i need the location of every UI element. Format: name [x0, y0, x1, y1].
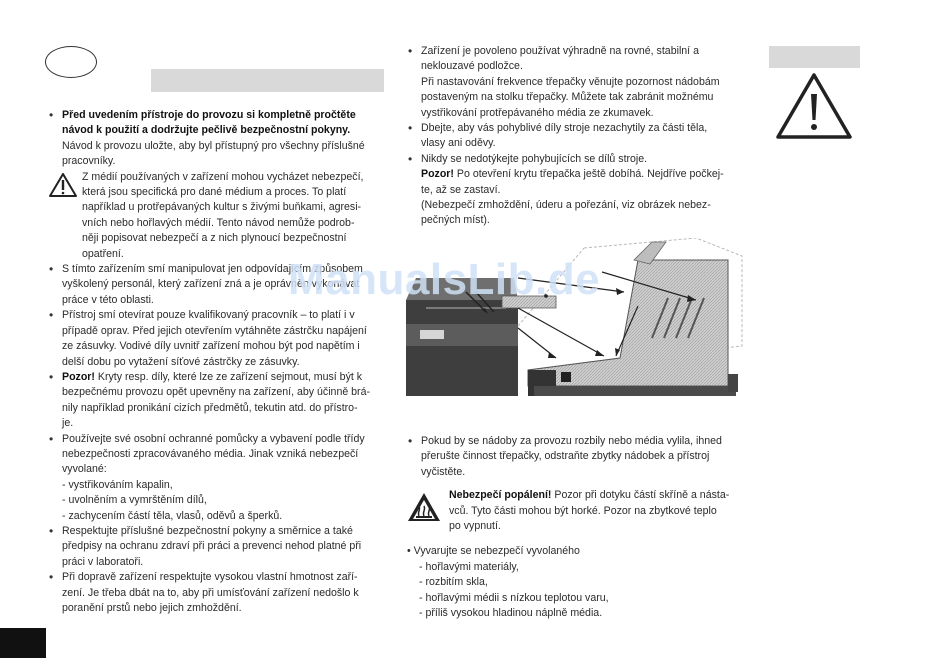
intro-line-1: Návod k provozu uložte, aby byl přístupný pro všechny příslušné	[62, 139, 365, 152]
avoid-hazards	[407, 544, 747, 621]
frequency-line-3: vystřikování protřepávaného média ze zkumavek.	[421, 106, 654, 119]
covers-line-3: nily například pronikání cizích předmětů, tekutin atd. do přístro-	[62, 401, 358, 414]
watermark-text: ManualsLib.de	[288, 255, 601, 304]
avoid-dash-3: - hořlavými médii s nízkou teplotou varu,	[419, 591, 609, 604]
ppe-line-2: nebezpečnosti zpracovávaného média. Jinak vzniká nebezpečí	[62, 447, 359, 460]
covers-line-4: je.	[62, 417, 74, 430]
avoid-dash-4: - příliš vysokou hladinou náplně média.	[419, 607, 603, 620]
personnel-line-3: práce v této oblasti.	[62, 293, 154, 306]
personnel-line-2: vyškolený personál, který zařízení zná a je oprávněn vykonávat	[62, 278, 360, 291]
shaker-hazard-illustration	[406, 238, 750, 402]
middle-pozor-line-4: pečných míst).	[421, 214, 490, 227]
intro-bullet	[48, 108, 384, 170]
intro-line-2: pracovníky.	[62, 155, 116, 168]
media-warning	[48, 170, 384, 262]
broken-vessels-bullet	[407, 434, 747, 480]
warning-line-6: opatření.	[82, 247, 124, 260]
burn-label: Nebezpečí popálení!	[449, 489, 552, 502]
regulations-line-1: • Respektujte příslušné bezpečnostní pokyny a směrnice a také	[62, 524, 353, 537]
middle-column-bottom	[407, 434, 747, 621]
burn-line-1: Pozor při dotyku částí skříně a násta-	[551, 489, 730, 502]
page-edge-tab	[0, 628, 46, 658]
moving-line-1: • Dbejte, aby vás pohyblivé díly stroje nezachytily za části těla,	[421, 122, 708, 135]
transport-line-2: zení. Je třeba dbát na to, aby při umísťování zařízení nedošlo k	[62, 586, 359, 599]
personnel-line-1: • S tímto zařízením smí manipulovat jen odpovídajícím způsobem	[62, 263, 363, 276]
middle-pozor-line-2: te, až se zastaví.	[421, 183, 501, 196]
surface-bullet	[407, 44, 747, 121]
avoid-title: • Vyvarujte se nebezpečí vyvolaného	[407, 545, 580, 558]
section-header-bar	[151, 69, 384, 92]
opening-line-4: delší dobu po vytažení síťové zástrčky ze zásuvky.	[62, 355, 300, 368]
ppe-line-3: vyvolané:	[62, 463, 107, 476]
personnel-bullet	[48, 262, 384, 308]
surface-line-1: • Zařízení je povoleno používat výhradně na rovné, stabilní a	[421, 45, 699, 57]
no-touch-line: • Nikdy se nedotýkejte pohybujících se dílů stroje.	[421, 152, 648, 165]
surface-line-2: neklouzavé podložce.	[421, 60, 523, 73]
transport-line-1: • Při dopravě zařízení respektujte vysokou vlastní hmotnost zaří-	[62, 571, 358, 584]
broken-line-2: přerušte činnost třepačky, odstraňte zbytky nádobek a přístroj	[421, 450, 710, 463]
warning-line-2: která jsou specifická pro dané médium a proces. To platí	[82, 186, 347, 199]
covers-bullet	[48, 370, 384, 432]
warning-small-icon	[48, 172, 78, 198]
avoid-dash-1: - hořlavými materiály,	[419, 560, 519, 573]
avoid-dash-2: - rozbitím skla,	[419, 576, 488, 589]
warning-line-3: například u protřepávaných kultur s živými buňkami, agresi-	[82, 201, 362, 214]
moving-parts-bullet	[407, 121, 747, 152]
opening-line-1: • Přístroj smí otevírat pouze kvalifikovaný pracovník – to platí i v	[62, 309, 355, 322]
burn-line-2: vců. Tyto části mohou být horké. Pozor na zbytkové teplo	[449, 504, 717, 517]
moving-line-2: vlasy ani oděvy.	[421, 137, 496, 150]
warning-line-4: vních nebo hořlavých médií. Tento návod nemůže podrob-	[82, 216, 355, 229]
intro-bold-line-1: • Před uvedením přístroje do provozu si kompletně pročtěte	[62, 109, 356, 121]
transport-line-3: poranění prstů nebo jejich zmhoždění.	[62, 602, 242, 614]
warning-icon	[775, 72, 853, 140]
regulations-bullet	[48, 524, 384, 570]
opening-bullet	[48, 308, 384, 370]
ppe-bullet	[48, 432, 384, 524]
ppe-dash-2: - uvolněním a vymrštěním dílů,	[62, 494, 207, 507]
broken-line-3: vyčistěte.	[421, 465, 466, 478]
opening-line-2: případě oprav. Před jejich otevřením vytáhněte zástrčku napájení	[62, 324, 367, 337]
middle-pozor-label: Pozor!	[421, 168, 454, 181]
ppe-dash-1: - vystřikováním kapalin,	[62, 478, 173, 491]
hot-surface-icon	[407, 492, 445, 527]
middle-column-top	[407, 44, 747, 229]
transport-bullet	[48, 570, 384, 616]
broken-line-1: • Pokud by se nádoby za provozu rozbily nebo média vylila, ihned	[421, 435, 722, 447]
ppe-line-1: • Používejte své osobní ochranné pomůcky a vybavení podle třídy	[62, 432, 365, 445]
warning-line-5: něji popisovat nebezpečí a z nich plynoucí bezpečnostní	[82, 232, 347, 245]
regulations-line-3: práci v laboratoři.	[62, 555, 144, 568]
burn-line-3: po vypnutí.	[449, 520, 501, 533]
opening-line-3: ze zásuvky. Vodivé díly uvnitř zařízení mohou být pod napětím i	[62, 340, 360, 353]
covers-pozor-label: Pozor!	[62, 370, 95, 383]
intro-bold-line-2: návod k použití a dodržujte pečlivě bezpečnostní pokyny.	[62, 124, 351, 137]
middle-pozor-line-1: Po otevření krytu třepačka ještě dobíhá. Nejdříve počkej-	[453, 168, 724, 181]
frequency-line-1: Při nastavování frekvence třepačky věnujte pozornost nádobám	[421, 75, 720, 88]
ppe-dash-3: - zachycením částí těla, vlasů, oděvů a šperků.	[62, 509, 283, 522]
covers-line-1: Kryty resp. díly, které lze ze zařízení sejmout, musí být k	[94, 370, 363, 383]
frequency-line-2: postaveným na stolku třepačky. Můžete tak zabránit možnému	[421, 91, 714, 104]
right-header-bar	[769, 46, 860, 68]
covers-line-2: bezpečnému provozu opět upevněny na zařízení, aby účinně brá-	[62, 386, 371, 399]
middle-pozor-line-3: (Nebezpečí zmhoždění, úderu a pořezání, viz obrázek nebez-	[421, 199, 711, 212]
left-column	[48, 108, 384, 616]
language-badge	[45, 46, 97, 78]
regulations-line-2: předpisy na ochranu zdraví při práci a prevenci nehod platné při	[62, 540, 362, 553]
no-touch-bullet	[407, 152, 747, 229]
warning-line-1: Z médií používaných v zařízení mohou vycházet nebezpečí,	[82, 170, 364, 183]
burn-warning	[407, 488, 747, 534]
